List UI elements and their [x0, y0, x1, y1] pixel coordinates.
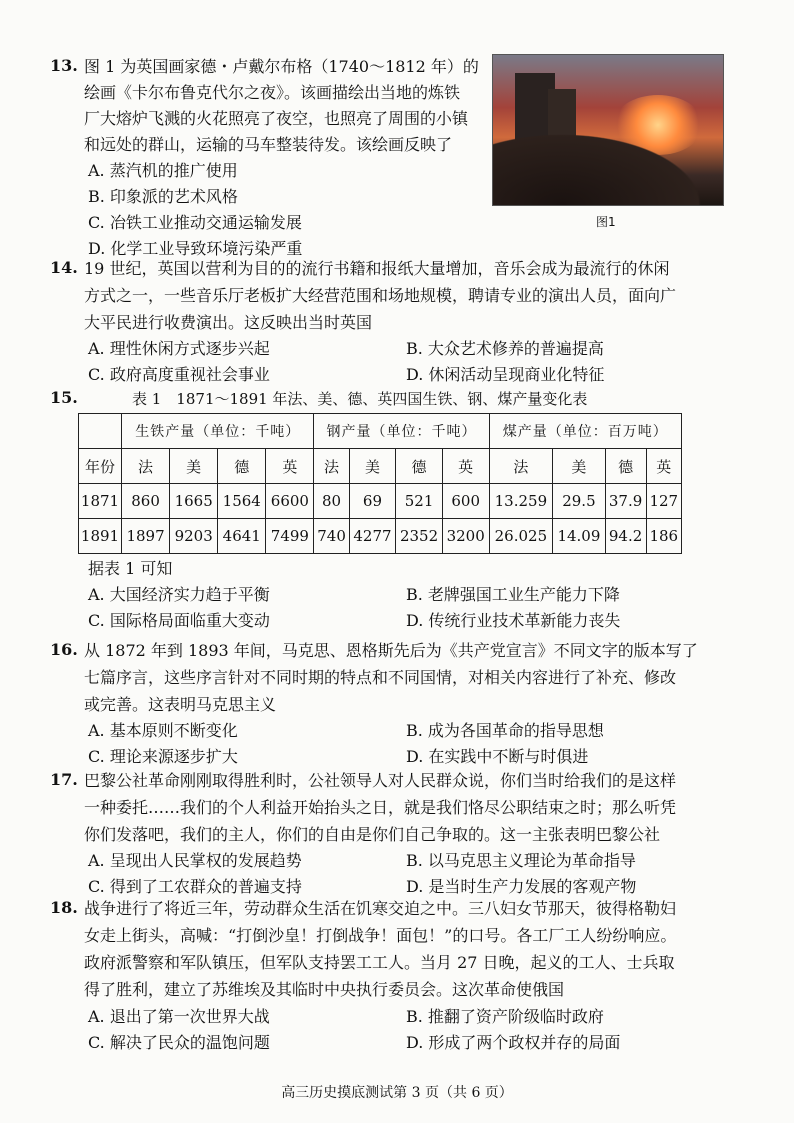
question-text: 你们发落吧，我们的主人，你们的自由是你们自己争取的。这一主张表明巴黎公社: [84, 825, 661, 844]
table-cell: 37.9: [605, 484, 646, 519]
country-header: 法: [314, 449, 349, 484]
option-d: D. 在实践中不断与时俱进: [406, 747, 589, 766]
option-a: A. 基本原则不断变化: [88, 721, 238, 740]
page-footer: 高三历史摸底测试第 3 页（共 6 页）: [281, 1085, 513, 1101]
option-b: B. 成为各国革命的指导思想: [406, 721, 604, 740]
option-d: D. 化学工业导致环境污染严重: [88, 239, 303, 258]
table-row: [79, 484, 682, 519]
table-cell: 1891: [79, 519, 122, 554]
year-header: 年份: [79, 449, 122, 484]
table-cell: 860: [122, 484, 170, 519]
question-text: 得了胜利，建立了苏维埃及其临时中央执行委员会。这次革命使俄国: [84, 980, 565, 999]
table-cell: 186: [646, 519, 681, 554]
option-a: A. 蒸汽机的推广使用: [88, 161, 238, 180]
question-text: 19 世纪，英国以营利为目的的流行书籍和报纸大量增加，音乐会成为最流行的休闲: [84, 259, 670, 278]
group-header: 煤产量（单位：百万吨）: [489, 414, 682, 449]
question-text: 绘画《卡尔布鲁克代尔之夜》。该画描绘出当地的炼铁: [84, 83, 461, 102]
question-text: 厂大熔炉飞溅的火花照亮了夜空，也照亮了周围的小镇: [84, 109, 469, 128]
option-b: B. 推翻了资产阶级临时政府: [406, 1007, 604, 1026]
table-cell: 600: [442, 484, 489, 519]
question-number: 17.: [50, 770, 78, 789]
production-table: [78, 413, 682, 554]
option-c: C. 国际格局面临重大变动: [88, 611, 270, 630]
table-cell: 94.2: [605, 519, 646, 554]
table-cell: 127: [646, 484, 681, 519]
option-b: B. 大众艺术修养的普遍提高: [406, 339, 604, 358]
country-header: 英: [646, 449, 681, 484]
option-b: B. 印象派的艺术风格: [88, 187, 238, 206]
country-header: 法: [489, 449, 553, 484]
country-header: 德: [218, 449, 266, 484]
table-header-row: [79, 414, 682, 449]
table-cell: 6600: [266, 484, 314, 519]
table-cell: 1564: [218, 484, 266, 519]
country-header: 美: [170, 449, 218, 484]
option-d: D. 形成了两个政权并存的局面: [406, 1033, 621, 1052]
question-text: 大平民进行收费演出。这反映出当时英国: [84, 313, 373, 332]
question-number: 13.: [50, 56, 78, 75]
painting-figure: [492, 54, 724, 206]
table-cell: 3200: [442, 519, 489, 554]
question-text: 和远处的群山，运输的马车整装待发。该绘画反映了: [84, 135, 453, 154]
table-cell: 1897: [122, 519, 170, 554]
question-text: 一种委托……我们的个人利益开始抬头之日，就是我们恪尽公职结束之时；那么听凭: [84, 798, 677, 817]
table-cell: 1665: [170, 484, 218, 519]
table-cell: 9203: [170, 519, 218, 554]
option-a: A. 理性休闲方式逐步兴起: [88, 339, 270, 358]
question-number: 14.: [50, 258, 78, 277]
country-header: 英: [266, 449, 314, 484]
question-text: 政府派警察和军队镇压，但军队支持罢工工人。当月 27 日晚，起义的工人、士兵取: [84, 953, 675, 972]
option-a: A. 呈现出人民掌权的发展趋势: [88, 851, 302, 870]
table-cell: 2352: [396, 519, 443, 554]
question-number: 15.: [50, 388, 78, 407]
question-text: 战争进行了将近三年，劳动群众生活在饥寒交迫之中。三八妇女节那天，彼得格勒妇: [84, 899, 677, 918]
table-cell: 740: [314, 519, 349, 554]
table-cell: 1871: [79, 484, 122, 519]
table-cell: 80: [314, 484, 349, 519]
option-d: D. 休闲活动呈现商业化特征: [406, 365, 605, 384]
option-d: D. 传统行业技术革新能力丧失: [406, 611, 621, 630]
question-text: 七篇序言，这些序言针对不同时期的特点和不同国情，对相关内容进行了补充、修改: [84, 668, 677, 687]
table-cell: 29.5: [553, 484, 605, 519]
table-cell: 13.259: [489, 484, 553, 519]
table-cell: 69: [349, 484, 396, 519]
table-cell: 4641: [218, 519, 266, 554]
question-text: 图 1 为英国画家德・卢戴尔布格（1740～1812 年）的: [84, 57, 479, 76]
table-cell: 14.09: [553, 519, 605, 554]
table-title: 表 1 1871～1891 年法、美、德、英四国生铁、钢、煤产量变化表: [132, 390, 588, 408]
country-header: 英: [442, 449, 489, 484]
country-header: 美: [349, 449, 396, 484]
table-corner: [79, 414, 122, 449]
table-cell: 521: [396, 484, 443, 519]
question-text: 或完善。这表明马克思主义: [84, 695, 277, 714]
option-c: C. 得到了工农群众的普遍支持: [88, 877, 302, 896]
option-a: A. 退出了第一次世界大战: [88, 1007, 270, 1026]
table-row: [79, 519, 682, 554]
figure-caption: 图1: [596, 215, 616, 229]
country-header: 德: [396, 449, 443, 484]
option-c: C. 理论来源逐步扩大: [88, 747, 238, 766]
table-country-row: [79, 449, 682, 484]
option-c: C. 冶铁工业推动交通运输发展: [88, 213, 302, 232]
option-b: B. 以马克思主义理论为革命指导: [406, 851, 636, 870]
option-d: D. 是当时生产力发展的客观产物: [406, 877, 637, 896]
country-header: 法: [122, 449, 170, 484]
country-header: 德: [605, 449, 646, 484]
option-c: C. 解决了民众的温饱问题: [88, 1033, 270, 1052]
table-cell: 7499: [266, 519, 314, 554]
option-c: C. 政府高度重视社会事业: [88, 365, 270, 384]
table-cell: 4277: [349, 519, 396, 554]
group-header: 钢产量（单位：千吨）: [314, 414, 489, 449]
question-number: 16.: [50, 640, 78, 659]
question-stem: 据表 1 可知: [88, 559, 173, 578]
question-number: 18.: [50, 898, 78, 917]
question-text: 女走上街头，高喊：“打倒沙皇！打倒战争！面包！”的口号。各工厂工人纷纷响应。: [84, 926, 677, 945]
group-header: 生铁产量（单位：千吨）: [122, 414, 314, 449]
option-b: B. 老牌强国工业生产能力下降: [406, 585, 620, 604]
table-cell: 26.025: [489, 519, 553, 554]
option-a: A. 大国经济实力趋于平衡: [88, 585, 270, 604]
country-header: 美: [553, 449, 605, 484]
question-text: 巴黎公社革命刚刚取得胜利时，公社领导人对人民群众说，你们当时给我们的是这样: [84, 771, 677, 790]
question-text: 从 1872 年到 1893 年间，马克思、恩格斯先后为《共产党宣言》不同文字的版本写了: [84, 641, 698, 660]
question-text: 方式之一，一些音乐厅老板扩大经营范围和场地规模，聘请专业的演出人员，面向广: [84, 286, 677, 305]
